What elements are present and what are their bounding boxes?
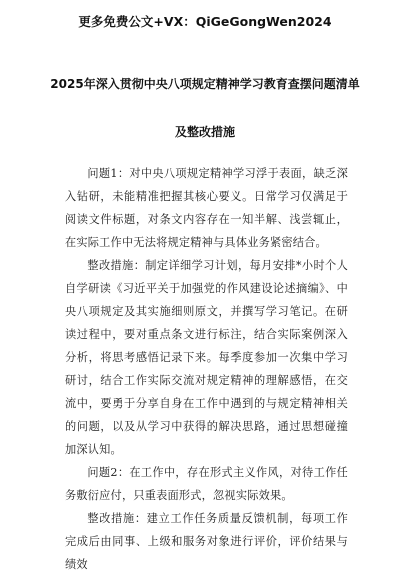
document-title: 2025年深入贯彻中央八项规定精神学习教育查摆问题清单 <box>50 77 360 91</box>
paragraph-measures-2: 整改措施：建立工作任务质量反馈机制，每项工作完成后由同事、上级和服务对象进行评价，评价结果与绩效 <box>65 512 348 571</box>
promo-banner: 更多免费公文+VX：QiGeGongWen2024 <box>78 14 332 29</box>
document-body <box>65 162 348 576</box>
paragraph-problem-2: 问题2：在工作中，存在形式主义作风，对待工作任务敷衍应付，只重表面形式，忽视实际效果。 <box>65 466 348 502</box>
document-subtitle: 及整改措施 <box>174 125 235 139</box>
paragraph-problem-1: 问题1：对中央八项规定精神学习浮于表面，缺乏深入钻研，未能精准把握其核心要义。日常学习仅满足于阅读文件标题，对条文内容存在一知半解、浅尝辄止，在实际工作中无法将规定精神与具体业务紧密结合。 <box>65 167 348 249</box>
paragraph-measures-1: 整改措施：制定详细学习计划，每月安排*小时个人自学研读《习近平关于加强党的作风建设论述摘编》、中央八项规定及其实施细则原文，并撰写学习笔记。在研读过程中，要对重点条文进行标注，结合实际案例深入分析，将思考感悟记录下来。每季度参加一次集中学习研讨，结合工作实际交流对规定精神的理解感悟，在交流中，要勇于分享自身在工作中遇到的与规定精神相关的问题，以及从学习中获得的解决思路，通过思想碰撞加深认知。 <box>65 259 348 456</box>
